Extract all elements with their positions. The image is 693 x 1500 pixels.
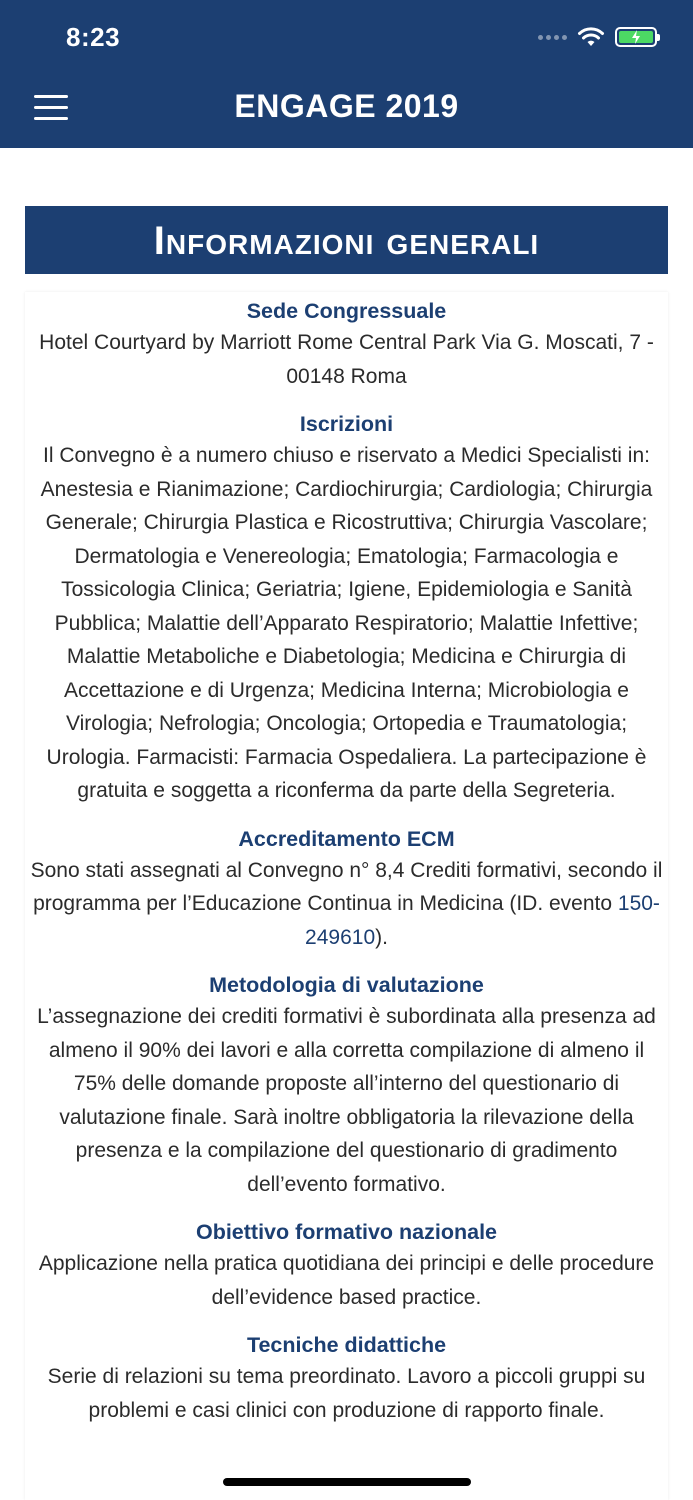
- home-indicator[interactable]: [223, 1478, 471, 1486]
- section-heading: Sede Congressuale: [246, 299, 447, 323]
- section-heading: Tecniche didattiche: [246, 1333, 447, 1357]
- section-heading: Metodologia di valutazione: [209, 973, 484, 997]
- section-obiettivo: [29, 1217, 664, 1314]
- battery-icon: [615, 27, 657, 47]
- section-text-before: Sono stati assegnati al Convegno n° 8,4 Crediti formativi, secondo il programma per l’Educazione Continua in Medicina (ID. evento: [30, 858, 663, 915]
- section-text: Applicazione nella pratica quotidiana dei principi e delle procedure dell’evidence based practice.: [38, 1252, 655, 1309]
- section-heading: Obiettivo formativo nazionale: [195, 1220, 498, 1244]
- status-indicators: [538, 26, 657, 48]
- charging-bolt-icon: [631, 30, 641, 44]
- cellular-signal-icon: [538, 35, 567, 40]
- section-text: [29, 854, 664, 955]
- section-heading: Iscrizioni: [299, 412, 394, 436]
- section-metodologia: [29, 970, 664, 1201]
- section-text: Il Convegno è a numero chiuso e riservato a Medici Specialisti in: Anestesia e Rianimazione; Cardiochirurgia; Cardiologia; Chirurgia Generale; Chirurgia Plastica e Ricostruttiva; Chirurgia Vascolare; Dermatologia e Venereologia; Ematologia; Farmacologia e Tossicologia Clinica; Geriatria; Igiene, Epidemiologia e Sanità Pubblica; Malattie dell’Apparato Respiratorio; Malattie Infettive; Malattie Metaboliche e Diabetologia; Medicina e Chirurgia di Accettazione e di Urgenza; Medicina Interna; Microbiologia e Virologia; Nefrologia; Oncologia; Ortopedia e Traumatologia; Urologia. Farmacisti: Farmacia Ospedaliera. La partecipazione è gratuita e soggetta a riconferma da parte della Segreteria.: [40, 444, 653, 802]
- event-id-link[interactable]: 150-249610: [305, 892, 660, 949]
- info-content[interactable]: [25, 292, 668, 1500]
- section-banner-title: Informazioni generali: [25, 206, 668, 274]
- wifi-icon: [577, 26, 605, 48]
- section-text-after: ).: [375, 925, 388, 949]
- section-sede: [29, 292, 664, 393]
- section-text: L’assegnazione dei crediti formativi è subordinata alla presenza ad almeno il 90% dei lavori e alla corretta compilazione di almeno il 75% delle domande proposte all’interno del questionario di valutazione finale. Sarà inoltre obbligatoria la rilevazione della presenza e la compilazione del questionario di gradimento dell’evento formativo.: [37, 1005, 656, 1196]
- section-text: Hotel Courtyard by Marriott Rome Central Park Via G. Moscati, 7 - 00148 Roma: [39, 331, 654, 388]
- app-title: ENGAGE 2019: [234, 88, 459, 124]
- section-ecm: [29, 824, 664, 955]
- section-tecniche: [29, 1330, 664, 1427]
- section-iscrizioni: [29, 409, 664, 808]
- app-header: [0, 0, 693, 148]
- section-text: Serie di relazioni su tema preordinato. Lavoro a piccoli gruppi su problemi e casi clinici con produzione di rapporto finale.: [47, 1365, 646, 1422]
- status-time: 8:23: [66, 22, 121, 52]
- section-heading: Accreditamento ECM: [238, 826, 455, 851]
